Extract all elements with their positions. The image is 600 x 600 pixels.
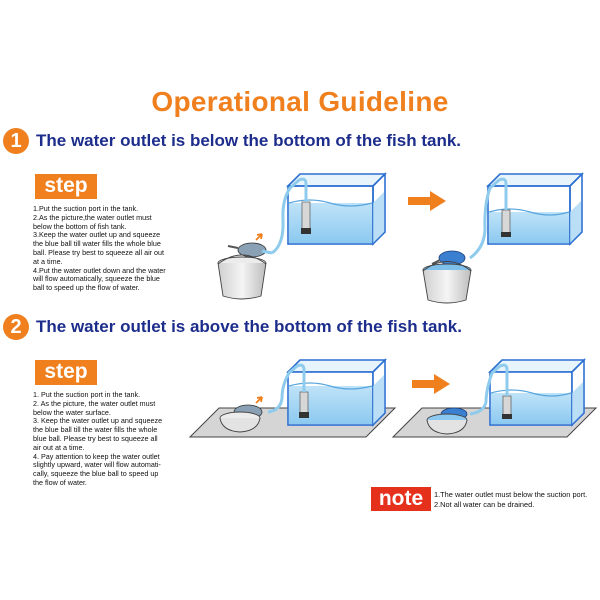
section-1-bucket-right bbox=[423, 262, 471, 304]
section-1-heading: The water outlet is below the bottom of the fish tank. bbox=[36, 131, 462, 150]
section-2-step-line: cally, squeeze the blue ball to speed up bbox=[33, 469, 159, 479]
section-1-step-line: 1.Put the suction port in the tank. bbox=[33, 204, 139, 213]
section-1-step-badge: step bbox=[35, 174, 97, 199]
section-1-step-line: will flow automatically, squeeze the blue bbox=[33, 274, 160, 284]
section-2-step-line: the flow of water. bbox=[33, 477, 87, 487]
section-2-step-line: blue ball. Please try best to squeeze all bbox=[33, 433, 158, 443]
section-2-step-badge: step bbox=[35, 360, 97, 385]
section-1-step-line: 4.Put the water outlet down and the water bbox=[33, 265, 166, 275]
arrow-right-icon bbox=[408, 191, 446, 211]
squeeze-arrow-icon bbox=[256, 234, 262, 240]
section-2-step-line: slightly upward, water will flow automati- bbox=[33, 460, 161, 470]
section-2-step-line: 1. Put the suction port in the tank. bbox=[33, 390, 141, 399]
section-2-step-line: below the water surface. bbox=[33, 407, 111, 417]
section-1-step-line: 3.Keep the water outlet up and squeeze bbox=[33, 230, 161, 240]
section-1-step-line: the blue ball till water fills the whole blue bbox=[33, 239, 161, 249]
arrow-right-icon bbox=[412, 374, 450, 394]
section-1-step-line: ball to speed up the flow of water. bbox=[33, 283, 140, 293]
section-2-step-line: 2. As the picture, the water outlet must bbox=[33, 398, 156, 408]
section-2-step-line: 3. Keep the water outlet up and squeeze bbox=[33, 416, 163, 426]
section-1-step-line: 2.As the picture,the water outlet must bbox=[33, 212, 152, 222]
section-1-step-line: below the bottom of fish tank. bbox=[33, 221, 127, 231]
note-line: 1.The water outlet must below the suction port. bbox=[434, 490, 588, 499]
section-2-number-badge: 2 bbox=[3, 314, 29, 340]
section-2-step-line: the blue ball till the water fills the whole bbox=[33, 425, 158, 435]
note-line: 2.Not all water can be drained. bbox=[434, 499, 535, 509]
section-1-bucket-left bbox=[218, 255, 266, 299]
note-badge: note bbox=[371, 487, 431, 511]
section-2-heading: The water outlet is above the bottom of the fish tank. bbox=[36, 317, 462, 336]
section-2-step-line: air out at a time. bbox=[33, 442, 85, 452]
section-1-step-line: at a time. bbox=[33, 256, 63, 266]
squeeze-arrow-icon bbox=[256, 397, 262, 403]
section-1-number-badge: 1 bbox=[3, 128, 29, 154]
section-2-step-line: 4. Pay attention to keep the water outlet bbox=[33, 451, 160, 461]
page-title: Operational Guideline bbox=[151, 86, 449, 117]
section-1-step-line: ball. Please try best to squeeze all air out bbox=[33, 247, 165, 257]
